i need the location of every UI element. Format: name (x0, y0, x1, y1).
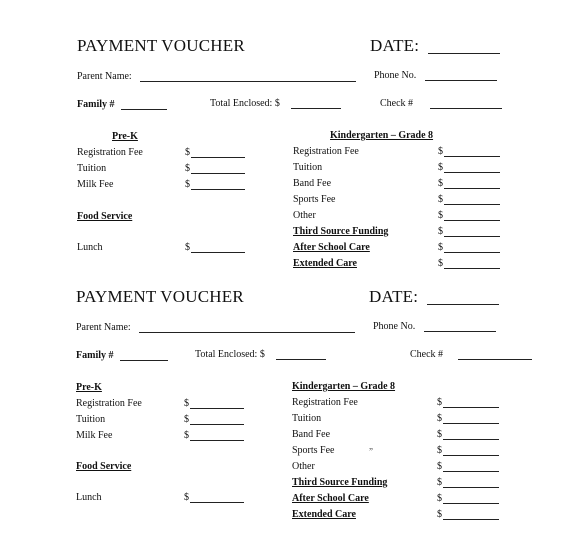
phone-label: Phone No. (373, 321, 416, 332)
dollar-sign: $ (437, 493, 442, 504)
prek-milk-label: Milk Fee (76, 430, 113, 441)
k8-band-label: Band Fee (293, 178, 332, 189)
dollar-sign: $ (437, 413, 442, 424)
k8-tuition-label: Tuition (292, 413, 322, 424)
total-enclosed-field[interactable] (276, 359, 326, 360)
k8-sports-field[interactable] (444, 204, 500, 205)
dollar-sign: $ (437, 509, 442, 520)
prek-tuition-label: Tuition (77, 163, 107, 174)
k8-band-label: Band Fee (292, 429, 331, 440)
total-enclosed-label: Total Enclosed: $ (210, 98, 280, 109)
dollar-sign: $ (184, 398, 189, 409)
dollar-sign: $ (438, 194, 443, 205)
dollar-sign: $ (184, 414, 189, 425)
k8-other-label: Other (292, 461, 315, 472)
k8-tuition-field[interactable] (444, 172, 500, 173)
prek-tuition-field[interactable] (191, 173, 245, 174)
dollar-sign: $ (185, 242, 190, 253)
k8-third-source-field[interactable] (444, 236, 500, 237)
date-label: DATE: (369, 287, 419, 306)
phone-field[interactable] (424, 331, 496, 332)
food-service-heading: Food Service (77, 211, 133, 222)
k8-extended-care-label: Extended Care (292, 509, 356, 520)
k8-sports-label: Sports Fee (293, 194, 336, 205)
dollar-sign: $ (184, 430, 189, 441)
dollar-sign: $ (438, 162, 443, 173)
lunch-field[interactable] (190, 502, 244, 503)
check-field[interactable] (458, 359, 532, 360)
check-field[interactable] (430, 108, 502, 109)
lunch-label: Lunch (76, 492, 102, 503)
k8-heading: Kindergarten – Grade 8 (292, 381, 396, 392)
prek-registration-field[interactable] (190, 408, 244, 409)
k8-after-school-label: After School Care (293, 242, 370, 253)
parent-name-field[interactable] (140, 81, 356, 82)
prek-tuition-field[interactable] (190, 424, 244, 425)
dollar-sign: $ (437, 397, 442, 408)
lunch-label: Lunch (77, 242, 103, 253)
phone-label: Phone No. (374, 70, 417, 81)
family-label: Family # (76, 350, 114, 361)
family-label: Family # (77, 99, 115, 110)
family-field[interactable] (121, 109, 167, 110)
k8-extended-care-field[interactable] (443, 519, 499, 520)
check-label: Check # (380, 98, 414, 109)
parent-name-label: Parent Name: (76, 322, 131, 333)
prek-heading: Pre-K (76, 382, 102, 393)
parent-name-field[interactable] (139, 332, 355, 333)
k8-band-field[interactable] (444, 188, 500, 189)
food-service-heading: Food Service (76, 461, 132, 472)
prek-registration-label: Registration Fee (76, 398, 142, 409)
prek-milk-field[interactable] (191, 189, 245, 190)
k8-band-field[interactable] (443, 439, 499, 440)
k8-registration-label: Registration Fee (293, 146, 359, 157)
voucher-title: PAYMENT VOUCHER (76, 287, 244, 306)
voucher-2 (0, 252, 585, 520)
dollar-sign: $ (437, 445, 442, 456)
k8-third-source-label: Third Source Funding (293, 226, 389, 237)
dollar-sign: $ (438, 258, 443, 269)
dollar-sign: $ (438, 242, 443, 253)
family-field[interactable] (120, 360, 168, 361)
prek-heading: Pre-K (112, 131, 138, 142)
k8-registration-label: Registration Fee (292, 397, 358, 408)
dollar-sign: $ (185, 179, 190, 190)
dollar-sign: $ (437, 477, 442, 488)
check-label: Check # (410, 349, 444, 360)
parent-name-label: Parent Name: (77, 71, 132, 82)
dollar-sign: $ (437, 429, 442, 440)
k8-after-school-field[interactable] (443, 503, 499, 504)
k8-other-field[interactable] (444, 220, 500, 221)
k8-registration-field[interactable] (443, 407, 499, 408)
k8-after-school-label: After School Care (292, 493, 369, 504)
k8-other-label: Other (293, 210, 316, 221)
total-enclosed-label: Total Enclosed: $ (195, 349, 265, 360)
dollar-sign: $ (185, 147, 190, 158)
k8-heading: Kindergarten – Grade 8 (330, 130, 434, 141)
k8-sports-field[interactable] (443, 455, 499, 456)
dollar-sign: $ (185, 163, 190, 174)
dollar-sign: $ (438, 178, 443, 189)
k8-extended-care-label: Extended Care (293, 258, 357, 269)
date-field[interactable] (428, 53, 500, 54)
k8-tuition-label: Tuition (293, 162, 323, 173)
prek-milk-label: Milk Fee (77, 179, 114, 190)
voucher-1 (0, 0, 585, 269)
dollar-sign: $ (438, 226, 443, 237)
prek-milk-field[interactable] (190, 440, 244, 441)
k8-tuition-field[interactable] (443, 423, 499, 424)
k8-registration-field[interactable] (444, 156, 500, 157)
stray-mark-icon: „ (369, 441, 373, 451)
phone-field[interactable] (425, 80, 497, 81)
prek-registration-field[interactable] (191, 157, 245, 158)
voucher-title: PAYMENT VOUCHER (77, 36, 245, 55)
k8-third-source-label: Third Source Funding (292, 477, 388, 488)
dollar-sign: $ (437, 461, 442, 472)
prek-registration-label: Registration Fee (77, 147, 143, 158)
k8-third-source-field[interactable] (443, 487, 499, 488)
k8-other-field[interactable] (443, 471, 499, 472)
prek-tuition-label: Tuition (76, 414, 106, 425)
dollar-sign: $ (438, 210, 443, 221)
total-enclosed-field[interactable] (291, 108, 341, 109)
dollar-sign: $ (438, 146, 443, 157)
k8-sports-label: Sports Fee (292, 445, 335, 456)
date-field[interactable] (427, 304, 499, 305)
dollar-sign: $ (184, 492, 189, 503)
date-label: DATE: (370, 36, 420, 55)
